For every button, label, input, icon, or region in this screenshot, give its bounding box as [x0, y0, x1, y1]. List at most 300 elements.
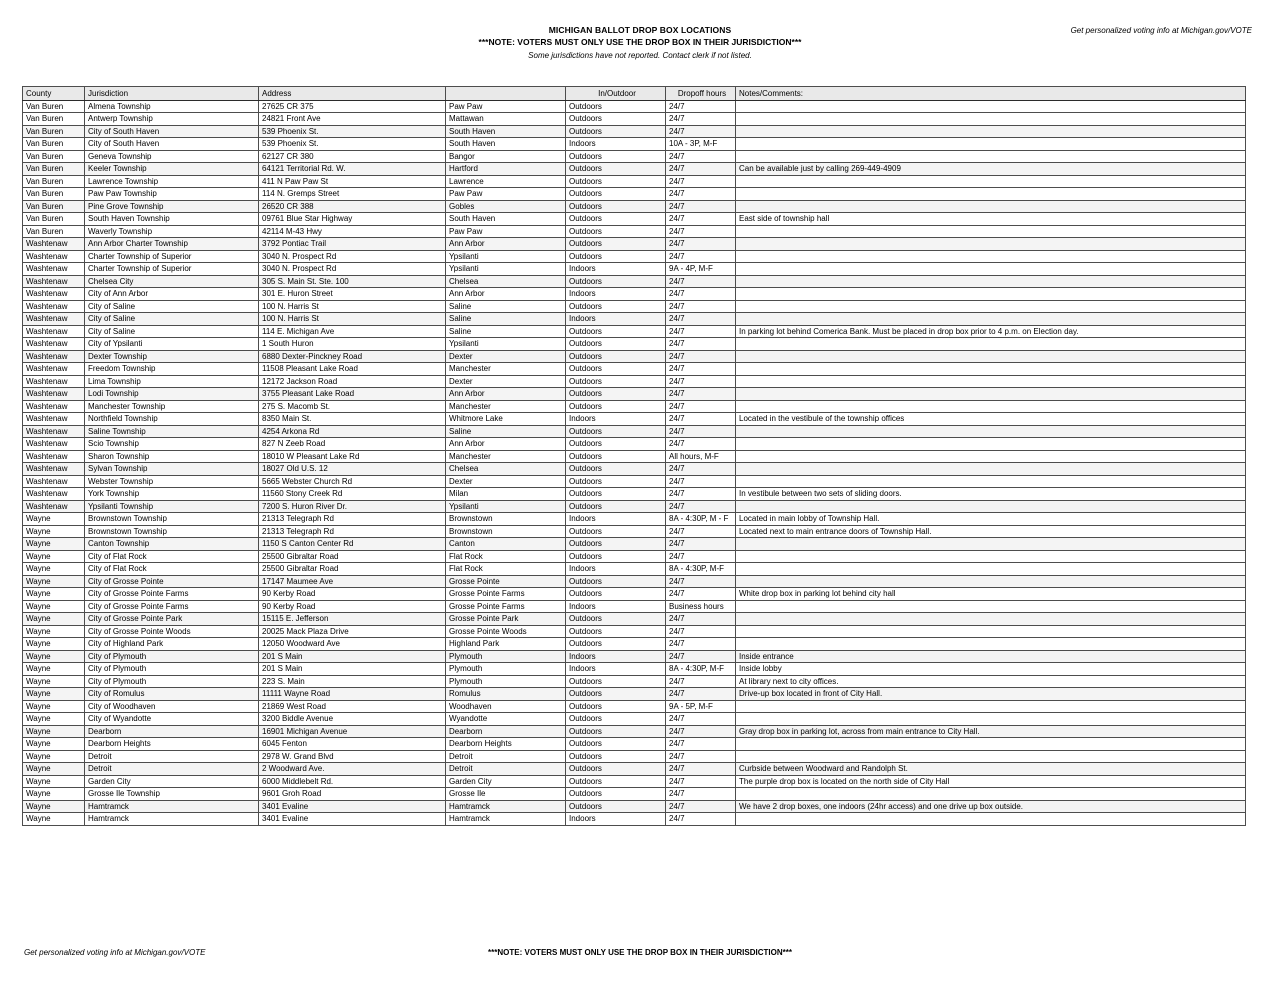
cell-in-outdoor: Outdoors: [566, 363, 666, 376]
cell-dropoff-hours: 24/7: [666, 588, 736, 601]
cell-address: 12172 Jackson Road: [259, 375, 446, 388]
cell-county: Van Buren: [23, 188, 85, 201]
cell-city: Saline: [446, 425, 566, 438]
cell-address: 114 N. Gremps Street: [259, 188, 446, 201]
cell-address: 12050 Woodward Ave: [259, 638, 446, 651]
cell-county: Washtenaw: [23, 325, 85, 338]
table-row[interactable]: [23, 638, 1246, 651]
cell-jurisdiction: South Haven Township: [85, 213, 259, 226]
cell-city: Manchester: [446, 400, 566, 413]
cell-county: Washtenaw: [23, 438, 85, 451]
cell-dropoff-hours: 24/7: [666, 300, 736, 313]
table-row[interactable]: [23, 450, 1246, 463]
cell-city: South Haven: [446, 213, 566, 226]
column-header-address[interactable]: Address: [259, 87, 446, 101]
cell-address: 2978 W. Grand Blvd: [259, 750, 446, 763]
cell-dropoff-hours: 24/7: [666, 425, 736, 438]
table-row[interactable]: [23, 263, 1246, 276]
table-row[interactable]: [23, 800, 1246, 813]
cell-city: Brownstown: [446, 513, 566, 526]
cell-notes: [736, 388, 1246, 401]
cell-in-outdoor: Outdoors: [566, 250, 666, 263]
cell-dropoff-hours: 8A - 4:30P, M-F: [666, 563, 736, 576]
table-row[interactable]: [23, 238, 1246, 251]
cell-county: Washtenaw: [23, 263, 85, 276]
cell-dropoff-hours: 24/7: [666, 650, 736, 663]
table-row[interactable]: [23, 138, 1246, 151]
cell-in-outdoor: Outdoors: [566, 225, 666, 238]
cell-county: Wayne: [23, 650, 85, 663]
table-row[interactable]: [23, 675, 1246, 688]
cell-in-outdoor: Outdoors: [566, 625, 666, 638]
cell-jurisdiction: City of South Haven: [85, 125, 259, 138]
cell-notes: [736, 788, 1246, 801]
cell-city: Bangor: [446, 150, 566, 163]
cell-address: 100 N. Harris St: [259, 300, 446, 313]
table-row[interactable]: [23, 513, 1246, 526]
cell-dropoff-hours: 24/7: [666, 800, 736, 813]
cell-county: Wayne: [23, 525, 85, 538]
cell-address: 305 S. Main St. Ste. 100: [259, 275, 446, 288]
cell-address: 8350 Main St.: [259, 413, 446, 426]
cell-in-outdoor: Outdoors: [566, 675, 666, 688]
table-row[interactable]: [23, 713, 1246, 726]
cell-county: Wayne: [23, 763, 85, 776]
table-row[interactable]: [23, 275, 1246, 288]
cell-notes: White drop box in parking lot behind city hall: [736, 588, 1246, 601]
cell-jurisdiction: Sharon Township: [85, 450, 259, 463]
table-row[interactable]: [23, 613, 1246, 626]
table-row[interactable]: [23, 250, 1246, 263]
cell-address: 25500 Gibraltar Road: [259, 563, 446, 576]
cell-jurisdiction: Lima Township: [85, 375, 259, 388]
cell-notes: Inside lobby: [736, 663, 1246, 676]
table-row[interactable]: [23, 150, 1246, 163]
cell-county: Wayne: [23, 700, 85, 713]
cell-jurisdiction: Dearborn Heights: [85, 738, 259, 751]
cell-in-outdoor: Outdoors: [566, 488, 666, 501]
cell-city: Plymouth: [446, 650, 566, 663]
cell-notes: [736, 450, 1246, 463]
column-header-county[interactable]: County: [23, 87, 85, 101]
cell-dropoff-hours: 8A - 4:30P, M-F: [666, 663, 736, 676]
table-row[interactable]: [23, 463, 1246, 476]
cell-county: Wayne: [23, 800, 85, 813]
table-row[interactable]: [23, 700, 1246, 713]
column-header-jurisdiction[interactable]: Jurisdiction: [85, 87, 259, 101]
column-header-in-outdoor[interactable]: In/Outdoor: [566, 87, 666, 101]
table-row[interactable]: [23, 488, 1246, 501]
cell-notes: [736, 400, 1246, 413]
header-voting-info-link[interactable]: Get personalized voting info at Michigan.gov/VOTE: [1070, 26, 1252, 35]
cell-jurisdiction: Manchester Township: [85, 400, 259, 413]
cell-jurisdiction: Waverly Township: [85, 225, 259, 238]
cell-address: 1 South Huron: [259, 338, 446, 351]
cell-in-outdoor: Outdoors: [566, 213, 666, 226]
cell-city: Flat Rock: [446, 563, 566, 576]
cell-dropoff-hours: 24/7: [666, 175, 736, 188]
cell-county: Wayne: [23, 725, 85, 738]
cell-notes: [736, 475, 1246, 488]
cell-dropoff-hours: 24/7: [666, 188, 736, 201]
cell-jurisdiction: York Township: [85, 488, 259, 501]
cell-dropoff-hours: 24/7: [666, 363, 736, 376]
cell-address: 11560 Stony Creek Rd: [259, 488, 446, 501]
cell-jurisdiction: Dexter Township: [85, 350, 259, 363]
cell-in-outdoor: Outdoors: [566, 725, 666, 738]
cell-address: 301 E. Huron Street: [259, 288, 446, 301]
table-row[interactable]: [23, 813, 1246, 826]
table-row[interactable]: [23, 225, 1246, 238]
cell-address: 6880 Dexter-Pinckney Road: [259, 350, 446, 363]
cell-notes: Gray drop box in parking lot, across from main entrance to City Hall.: [736, 725, 1246, 738]
cell-dropoff-hours: 24/7: [666, 713, 736, 726]
table-row[interactable]: [23, 750, 1246, 763]
table-row[interactable]: [23, 688, 1246, 701]
cell-notes: Drive-up box located in front of City Hall.: [736, 688, 1246, 701]
cell-in-outdoor: Indoors: [566, 513, 666, 526]
cell-dropoff-hours: 24/7: [666, 475, 736, 488]
cell-in-outdoor: Outdoors: [566, 800, 666, 813]
table-row[interactable]: [23, 100, 1246, 113]
cell-jurisdiction: Paw Paw Township: [85, 188, 259, 201]
table-row[interactable]: [23, 575, 1246, 588]
cell-dropoff-hours: 24/7: [666, 438, 736, 451]
cell-jurisdiction: Lawrence Township: [85, 175, 259, 188]
cell-city: Whitmore Lake: [446, 413, 566, 426]
table-row[interactable]: [23, 650, 1246, 663]
table-row[interactable]: [23, 475, 1246, 488]
cell-address: 11111 Wayne Road: [259, 688, 446, 701]
cell-dropoff-hours: 24/7: [666, 413, 736, 426]
table-row[interactable]: [23, 113, 1246, 126]
table-row[interactable]: [23, 538, 1246, 551]
cell-county: Wayne: [23, 713, 85, 726]
cell-address: 223 S. Main: [259, 675, 446, 688]
cell-notes: [736, 500, 1246, 513]
cell-city: Grosse Pointe: [446, 575, 566, 588]
header-note: ***NOTE: VOTERS MUST ONLY USE THE DROP BOX IN THEIR JURISDICTION***: [478, 37, 802, 47]
cell-notes: In vestibule between two sets of sliding doors.: [736, 488, 1246, 501]
table-row[interactable]: [23, 563, 1246, 576]
cell-dropoff-hours: 24/7: [666, 613, 736, 626]
cell-dropoff-hours: 24/7: [666, 775, 736, 788]
cell-notes: [736, 338, 1246, 351]
cell-county: Wayne: [23, 538, 85, 551]
cell-address: 100 N. Harris St: [259, 313, 446, 326]
table-row[interactable]: [23, 313, 1246, 326]
table-row[interactable]: [23, 175, 1246, 188]
cell-dropoff-hours: 24/7: [666, 125, 736, 138]
cell-address: 539 Phoenix St.: [259, 125, 446, 138]
cell-in-outdoor: Indoors: [566, 813, 666, 826]
cell-dropoff-hours: 24/7: [666, 638, 736, 651]
cell-dropoff-hours: 24/7: [666, 238, 736, 251]
cell-notes: Located in the vestibule of the township offices: [736, 413, 1246, 426]
cell-dropoff-hours: 24/7: [666, 113, 736, 126]
table-row[interactable]: [23, 300, 1246, 313]
cell-jurisdiction: Freedom Township: [85, 363, 259, 376]
cell-jurisdiction: Chelsea City: [85, 275, 259, 288]
cell-address: 3040 N. Prospect Rd: [259, 263, 446, 276]
cell-city: Manchester: [446, 363, 566, 376]
table-header-row: [23, 87, 1246, 101]
cell-city: Canton: [446, 538, 566, 551]
cell-jurisdiction: City of Grosse Pointe Park: [85, 613, 259, 626]
table-row[interactable]: [23, 625, 1246, 638]
table-row[interactable]: [23, 738, 1246, 751]
cell-address: 3040 N. Prospect Rd: [259, 250, 446, 263]
cell-in-outdoor: Outdoors: [566, 575, 666, 588]
cell-notes: East side of township hall: [736, 213, 1246, 226]
table-row[interactable]: [23, 500, 1246, 513]
cell-jurisdiction: City of Flat Rock: [85, 563, 259, 576]
cell-dropoff-hours: 24/7: [666, 400, 736, 413]
cell-address: 3755 Pleasant Lake Road: [259, 388, 446, 401]
cell-in-outdoor: Outdoors: [566, 538, 666, 551]
cell-jurisdiction: City of Saline: [85, 300, 259, 313]
cell-notes: [736, 225, 1246, 238]
cell-in-outdoor: Outdoors: [566, 638, 666, 651]
table-row[interactable]: [23, 413, 1246, 426]
cell-in-outdoor: Outdoors: [566, 300, 666, 313]
table-row[interactable]: [23, 550, 1246, 563]
page-footer: [0, 948, 1280, 968]
cell-jurisdiction: Dearborn: [85, 725, 259, 738]
table-row[interactable]: [23, 600, 1246, 613]
footer-note: ***NOTE: VOTERS MUST ONLY USE THE DROP BOX IN THEIR JURISDICTION***: [488, 948, 792, 957]
table-row[interactable]: [23, 525, 1246, 538]
table-row[interactable]: [23, 125, 1246, 138]
cell-notes: [736, 700, 1246, 713]
table-row[interactable]: [23, 775, 1246, 788]
cell-notes: In parking lot behind Comerica Bank. Must be placed in drop box prior to 4 p.m. on Election day.: [736, 325, 1246, 338]
cell-notes: [736, 575, 1246, 588]
cell-city: Flat Rock: [446, 550, 566, 563]
cell-city: Lawrence: [446, 175, 566, 188]
cell-address: 26520 CR 388: [259, 200, 446, 213]
cell-address: 201 S Main: [259, 663, 446, 676]
cell-city: Plymouth: [446, 675, 566, 688]
cell-jurisdiction: City of Saline: [85, 325, 259, 338]
table-row[interactable]: [23, 188, 1246, 201]
table-row[interactable]: [23, 338, 1246, 351]
cell-jurisdiction: Geneva Township: [85, 150, 259, 163]
cell-county: Washtenaw: [23, 475, 85, 488]
cell-city: Hamtramck: [446, 813, 566, 826]
cell-county: Wayne: [23, 738, 85, 751]
cell-address: 1150 S Canton Center Rd: [259, 538, 446, 551]
table-row[interactable]: [23, 725, 1246, 738]
cell-city: Grosse Pointe Park: [446, 613, 566, 626]
cell-address: 11508 Pleasant Lake Road: [259, 363, 446, 376]
cell-county: Wayne: [23, 675, 85, 688]
table-row[interactable]: [23, 350, 1246, 363]
cell-county: Washtenaw: [23, 413, 85, 426]
cell-county: Van Buren: [23, 150, 85, 163]
cell-address: 20025 Mack Plaza Drive: [259, 625, 446, 638]
cell-in-outdoor: Outdoors: [566, 738, 666, 751]
cell-notes: [736, 813, 1246, 826]
cell-address: 275 S. Macomb St.: [259, 400, 446, 413]
cell-city: Wyandotte: [446, 713, 566, 726]
cell-notes: [736, 200, 1246, 213]
table-row[interactable]: [23, 663, 1246, 676]
cell-dropoff-hours: 8A - 4:30P, M - F: [666, 513, 736, 526]
cell-city: Brownstown: [446, 525, 566, 538]
table-row[interactable]: [23, 425, 1246, 438]
cell-city: Garden City: [446, 775, 566, 788]
cell-address: 6000 Middlebelt Rd.: [259, 775, 446, 788]
table-row[interactable]: [23, 375, 1246, 388]
cell-address: 21869 West Road: [259, 700, 446, 713]
cell-notes: [736, 438, 1246, 451]
column-header-dropoff-hours[interactable]: Dropoff hours: [666, 87, 736, 101]
table-row[interactable]: [23, 400, 1246, 413]
cell-address: 3200 Biddle Avenue: [259, 713, 446, 726]
table-row[interactable]: [23, 200, 1246, 213]
cell-in-outdoor: Outdoors: [566, 388, 666, 401]
cell-notes: Located next to main entrance doors of Township Hall.: [736, 525, 1246, 538]
cell-city: Paw Paw: [446, 188, 566, 201]
cell-jurisdiction: City of Saline: [85, 313, 259, 326]
cell-address: 6045 Fenton: [259, 738, 446, 751]
cell-city: Detroit: [446, 763, 566, 776]
cell-notes: [736, 750, 1246, 763]
cell-jurisdiction: City of Grosse Pointe Farms: [85, 600, 259, 613]
cell-address: 21313 Telegraph Rd: [259, 525, 446, 538]
cell-city: Ypsilanti: [446, 263, 566, 276]
table-row[interactable]: [23, 438, 1246, 451]
cell-dropoff-hours: 24/7: [666, 550, 736, 563]
cell-dropoff-hours: 24/7: [666, 350, 736, 363]
cell-address: 18010 W Pleasant Lake Rd: [259, 450, 446, 463]
cell-county: Washtenaw: [23, 425, 85, 438]
cell-county: Wayne: [23, 625, 85, 638]
cell-notes: [736, 738, 1246, 751]
cell-city: Saline: [446, 313, 566, 326]
cell-jurisdiction: City of South Haven: [85, 138, 259, 151]
cell-county: Van Buren: [23, 113, 85, 126]
cell-jurisdiction: Grosse Ile Township: [85, 788, 259, 801]
cell-dropoff-hours: 24/7: [666, 150, 736, 163]
table-row[interactable]: [23, 388, 1246, 401]
cell-address: 27625 CR 375: [259, 100, 446, 113]
cell-jurisdiction: Canton Township: [85, 538, 259, 551]
column-header-notes[interactable]: Notes/Comments:: [736, 87, 1246, 101]
cell-dropoff-hours: 24/7: [666, 313, 736, 326]
cell-county: Van Buren: [23, 138, 85, 151]
cell-city: Gobles: [446, 200, 566, 213]
cell-jurisdiction: City of Wyandotte: [85, 713, 259, 726]
cell-notes: [736, 463, 1246, 476]
cell-dropoff-hours: 24/7: [666, 525, 736, 538]
cell-county: Wayne: [23, 788, 85, 801]
drop-box-table-container: [22, 86, 1245, 826]
cell-address: 15115 E. Jefferson: [259, 613, 446, 626]
cell-in-outdoor: Outdoors: [566, 113, 666, 126]
cell-in-outdoor: Indoors: [566, 600, 666, 613]
cell-county: Washtenaw: [23, 450, 85, 463]
column-header-city[interactable]: [446, 87, 566, 101]
table-row[interactable]: [23, 213, 1246, 226]
cell-in-outdoor: Outdoors: [566, 238, 666, 251]
table-row[interactable]: [23, 163, 1246, 176]
cell-notes: [736, 113, 1246, 126]
cell-address: 90 Kerby Road: [259, 588, 446, 601]
cell-in-outdoor: Outdoors: [566, 463, 666, 476]
cell-notes: [736, 238, 1246, 251]
cell-city: Ypsilanti: [446, 500, 566, 513]
cell-dropoff-hours: 24/7: [666, 163, 736, 176]
cell-dropoff-hours: 24/7: [666, 388, 736, 401]
cell-jurisdiction: City of Plymouth: [85, 675, 259, 688]
cell-in-outdoor: Indoors: [566, 288, 666, 301]
cell-county: Wayne: [23, 813, 85, 826]
cell-notes: Can be available just by calling 269-449-4909: [736, 163, 1246, 176]
cell-dropoff-hours: 24/7: [666, 675, 736, 688]
cell-address: 201 S Main: [259, 650, 446, 663]
cell-address: 7200 S. Huron River Dr.: [259, 500, 446, 513]
header-subnote: Some jurisdictions have not reported. Contact clerk if not listed.: [528, 51, 752, 60]
cell-in-outdoor: Indoors: [566, 263, 666, 276]
cell-dropoff-hours: 24/7: [666, 250, 736, 263]
cell-jurisdiction: Scio Township: [85, 438, 259, 451]
cell-in-outdoor: Outdoors: [566, 688, 666, 701]
footer-voting-info-link[interactable]: Get personalized voting info at Michigan.gov/VOTE: [24, 948, 206, 957]
table-row[interactable]: [23, 763, 1246, 776]
cell-city: Manchester: [446, 450, 566, 463]
cell-notes: [736, 138, 1246, 151]
cell-jurisdiction: Antwerp Township: [85, 113, 259, 126]
cell-dropoff-hours: 24/7: [666, 288, 736, 301]
cell-address: 9601 Groh Road: [259, 788, 446, 801]
cell-in-outdoor: Outdoors: [566, 550, 666, 563]
cell-city: Detroit: [446, 750, 566, 763]
cell-in-outdoor: Outdoors: [566, 350, 666, 363]
table-row[interactable]: [23, 325, 1246, 338]
cell-dropoff-hours: 24/7: [666, 763, 736, 776]
table-row[interactable]: [23, 788, 1246, 801]
cell-in-outdoor: Indoors: [566, 313, 666, 326]
cell-jurisdiction: Saline Township: [85, 425, 259, 438]
cell-county: Wayne: [23, 550, 85, 563]
cell-jurisdiction: Detroit: [85, 763, 259, 776]
cell-notes: [736, 250, 1246, 263]
cell-county: Washtenaw: [23, 250, 85, 263]
cell-city: Dearborn Heights: [446, 738, 566, 751]
cell-in-outdoor: Indoors: [566, 138, 666, 151]
table-row[interactable]: [23, 588, 1246, 601]
cell-jurisdiction: City of Ann Arbor: [85, 288, 259, 301]
cell-jurisdiction: City of Plymouth: [85, 663, 259, 676]
cell-in-outdoor: Outdoors: [566, 613, 666, 626]
table-row[interactable]: [23, 288, 1246, 301]
cell-jurisdiction: Charter Township of Superior: [85, 250, 259, 263]
cell-address: 09761 Blue Star Highway: [259, 213, 446, 226]
cell-county: Van Buren: [23, 125, 85, 138]
cell-county: Washtenaw: [23, 463, 85, 476]
cell-notes: [736, 125, 1246, 138]
cell-jurisdiction: Brownstown Township: [85, 525, 259, 538]
cell-jurisdiction: Pine Grove Township: [85, 200, 259, 213]
table-row[interactable]: [23, 363, 1246, 376]
cell-city: Saline: [446, 325, 566, 338]
cell-notes: [736, 100, 1246, 113]
cell-address: 3401 Evaline: [259, 813, 446, 826]
cell-in-outdoor: Outdoors: [566, 588, 666, 601]
cell-city: Paw Paw: [446, 225, 566, 238]
